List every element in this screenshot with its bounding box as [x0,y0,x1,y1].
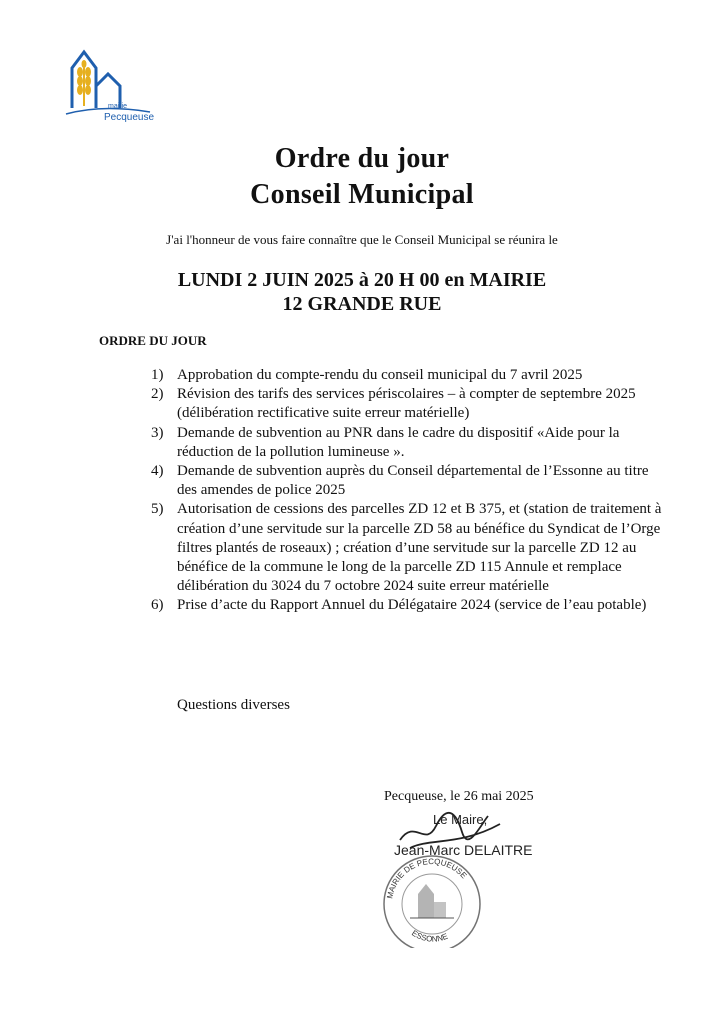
agenda-item-text: Approbation du compte-rendu du conseil municipal du 7 avril 2025 [177,367,583,383]
stamp-and-signature [370,808,550,948]
agenda-item [151,462,671,500]
agenda-item [151,424,671,462]
agenda-list [151,366,671,616]
agenda-item-text: Demande de subvention au PNR dans le cadre du dispositif «Aide pour la réduction de la pollution lumineuse ». [177,424,620,460]
intro-text: J'ai l'honneur de vous faire connaître que le Conseil Municipal se réunira le [166,232,558,247]
agenda-heading: ORDRE DU JOUR [99,333,207,348]
agenda-item-text: Prise d’acte du Rapport Annuel du Délégataire 2024 (service de l’eau potable) [177,597,647,614]
agenda-item-number: 1) [151,367,164,383]
agenda-item [151,596,671,615]
svg-text:ESSONNE: ESSONNE [410,928,450,944]
agenda-item-number: 6) [151,597,164,614]
agenda-item-number: 5) [151,501,164,518]
agenda-item-number: 2) [151,386,164,403]
agenda-item-text: Autorisation de cessions des parcelles ZD 12 et B 375, et (station de traitement à création d’une servitude sur la parcelle ZD 58 au bénéfice du Syndicat de l’Orge filtres plantés de roseaux) ; création d’une servitude sur la parcelle ZD 12 au bénéfice de la commune le long de la parcelle ZD 115 Annule et remplace délibération du 3024 du 7 octobre 2024 suite erreur matérielle [177,501,662,595]
agenda-item-text: Révision des tarifs des services périscolaires – à compter de septembre 2025 (délibération rectificative suite erreur matérielle) [177,386,636,422]
document-title-line2: Conseil Municipal [250,179,474,210]
mayor-name: Jean-Marc DELAITRE [394,842,533,858]
meeting-datetime: LUNDI 2 JUIN 2025 à 20 H 00 en MAIRIE [177,269,547,291]
agenda-item-number: 4) [151,463,164,480]
mairie-logo [62,46,154,126]
document-title-line1: Ordre du jour [274,143,450,174]
meeting-address: 12 GRANDE RUE [282,293,442,315]
place-and-date: Pecqueuse, le 26 mai 2025 [384,789,534,804]
agenda-item-number: 3) [151,424,164,441]
agenda-item [151,500,671,596]
agenda-item-text: Demande de subvention auprès du Conseil départemental de l’Essonne au titre des amendes de police 2025 [177,463,649,499]
svg-text:Pecqueuse: Pecqueuse [104,112,154,123]
agenda-item [151,385,671,423]
svg-text:mairie: mairie [108,103,128,110]
mayor-title: Le Maire, [433,812,488,827]
agenda-item [151,366,671,385]
official-stamp-icon [370,808,550,948]
misc-questions: Questions diverses [177,697,290,713]
svg-text:MAIRIE DE PECQUEUSE: MAIRIE DE PECQUEUSE [385,856,469,900]
church-wheat-logo-icon [62,46,154,126]
